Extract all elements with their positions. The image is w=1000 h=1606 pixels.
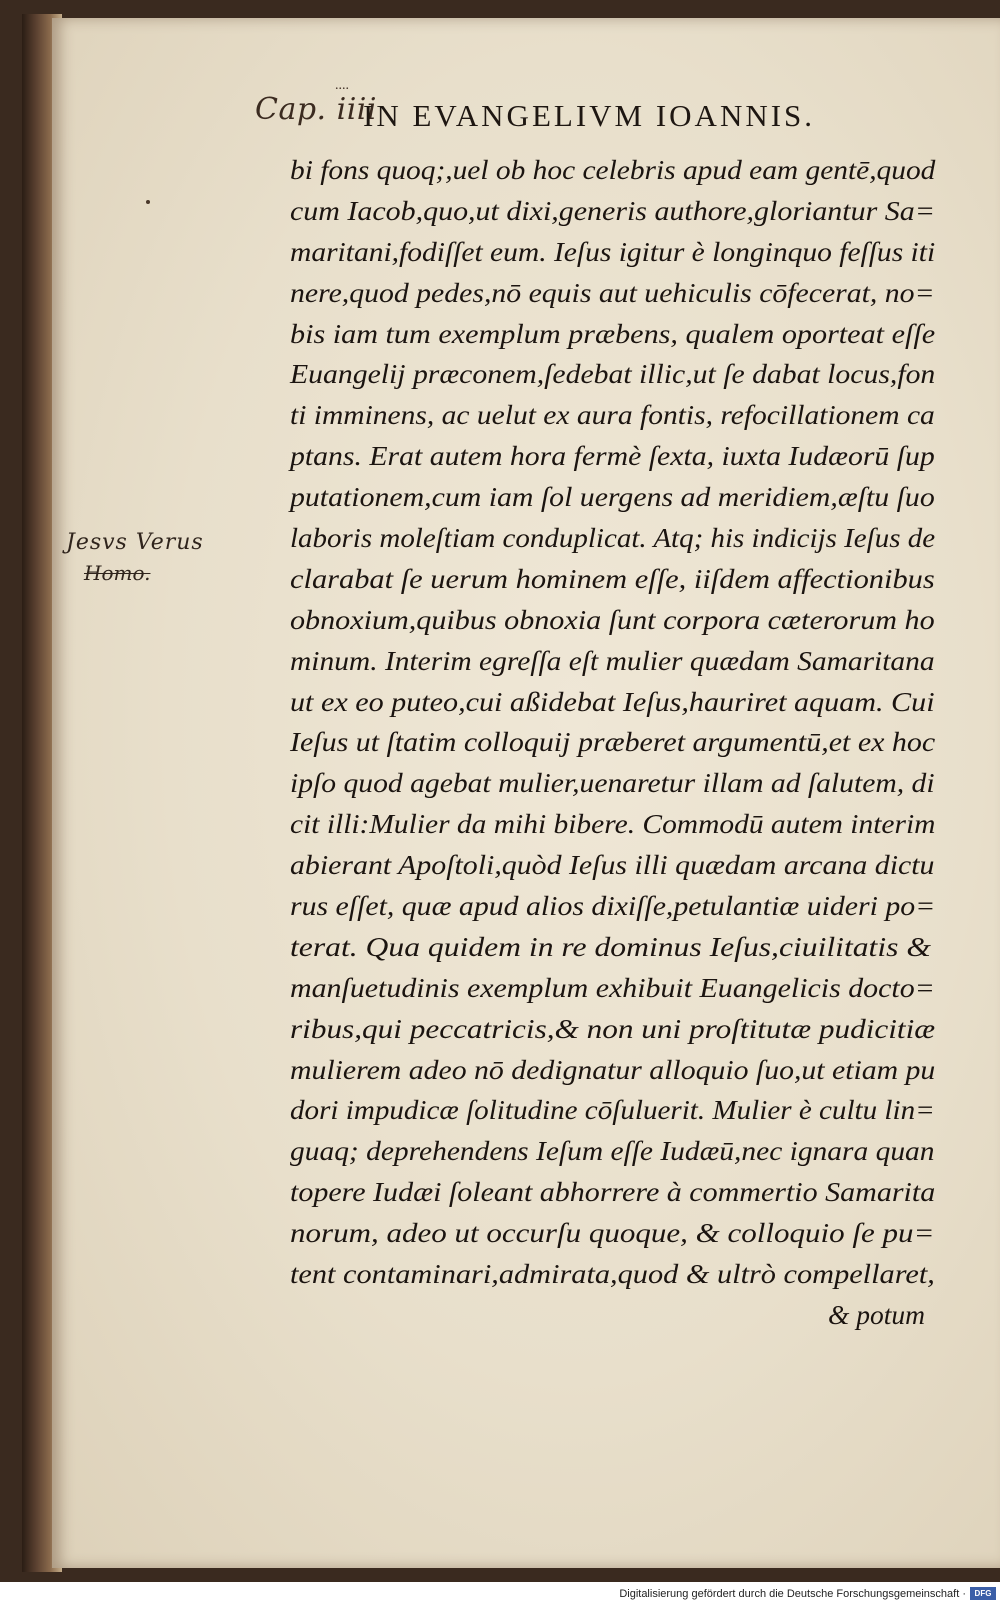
text-line: dori impudicæ ſolitudine cōſuluerit. Mulier è cultu lin=	[290, 1094, 935, 1126]
text-line: ut ex eo puteo,cui aßidebat Ieſus,hauriret aquam. Cui	[290, 685, 935, 717]
text-line: minum. Interim egreſſa eſt mulier quædam Samaritana	[290, 644, 935, 676]
text-line: ptans. Erat autem hora fermè ſexta, iuxta Iudæorū ſup	[290, 440, 935, 472]
text-line: clarabat ſe uerum hominem eſſe, iiſdem affectionibus	[290, 562, 935, 594]
text-line: Ieſus ut ſtatim colloquij præberet argumentū,et ex hoc	[290, 726, 936, 758]
marginal-note-line-2: Homo.	[84, 561, 151, 585]
text-line: abierant Apoſtoli,quòd Ieſus illi quædam arcana dictu	[290, 849, 935, 881]
marginal-note	[66, 530, 266, 585]
text-line: rus eſſet, quæ apud alios dixiſſe,petulantiæ uideri po=	[290, 890, 936, 922]
text-line: bis iam tum exemplum præbens, qualem oporteat eſſe	[290, 317, 936, 349]
text-line: nere,quod pedes,nō equis aut uehiculis cōfecerat, no=	[290, 276, 935, 308]
text-line: ribus,qui peccatricis,& non uni proſtitutæ pudicitiæ	[290, 1012, 936, 1044]
dfg-logo: DFG	[970, 1587, 996, 1600]
page-title: IN EVANGELIVM IOANNIS.	[363, 98, 816, 133]
text-line: mulierem adeo nō dedignatur alloquio ſuo,ut etiam pu	[290, 1053, 936, 1085]
handwritten-chapter-note: Cap. iiii	[255, 92, 377, 127]
running-head	[255, 78, 955, 142]
ink-speck	[146, 200, 150, 204]
funding-credit: Digitalisierung gefördert durch die Deutsche Forschungsgemeinschaft ·	[619, 1588, 966, 1600]
text-line: guaq; deprehendens Ieſum eſſe Iudæū,nec ignara quan	[290, 1135, 935, 1167]
text-line: topere Iudæi ſoleant abhorrere à commertio Samarita	[290, 1176, 936, 1208]
text-line: ti imminens, ac uelut ex aura fontis, refocillationem ca	[290, 399, 935, 431]
text-line: ipſo quod agebat mulier,uenaretur illam ad ſalutem, di	[290, 767, 935, 799]
text-line: maritani,fodiſſet eum. Ieſus igitur è longinquo feſſus iti	[290, 235, 936, 267]
handwritten-dots: ....	[335, 78, 349, 93]
catchword: & potum	[827, 1298, 925, 1330]
text-line: Euangelij præconem,ſedebat illic,ut ſe dabat locus,fon	[290, 358, 936, 390]
marginal-note-line-1: Jesvs Verus	[66, 530, 204, 555]
text-line: cit illi:Mulier da mihi bibere. Commodū autem interim	[290, 808, 936, 840]
body-text	[290, 150, 940, 1336]
text-line: laboris moleſtiam conduplicat. Atq; his indicijs Ieſus de	[290, 522, 936, 554]
text-line: cum Iacob,quo,ut dixi,generis authore,gloriantur Sa=	[290, 194, 935, 226]
text-line: norum, adeo ut occurſu quoque, & colloquio ſe pu=	[290, 1217, 935, 1249]
text-line: terat. Qua quidem in re dominus Ieſus,ciuilitatis &	[290, 930, 931, 962]
text-line: tent contaminari,admirata,quod & ultrò compellaret,	[290, 1258, 935, 1290]
text-line: putationem,cum iam ſol uergens ad meridiem,æſtu ſuo	[290, 481, 935, 513]
text-line: manſuetudinis exemplum exhibuit Euangelicis docto=	[290, 971, 935, 1003]
text-line: bi fons quoq;,uel ob hoc celebris apud eam gentē,quod	[290, 154, 936, 185]
text-line: obnoxium,quibus obnoxia ſunt corpora cæterorum ho	[290, 603, 935, 635]
digitization-footer	[0, 1582, 1000, 1606]
